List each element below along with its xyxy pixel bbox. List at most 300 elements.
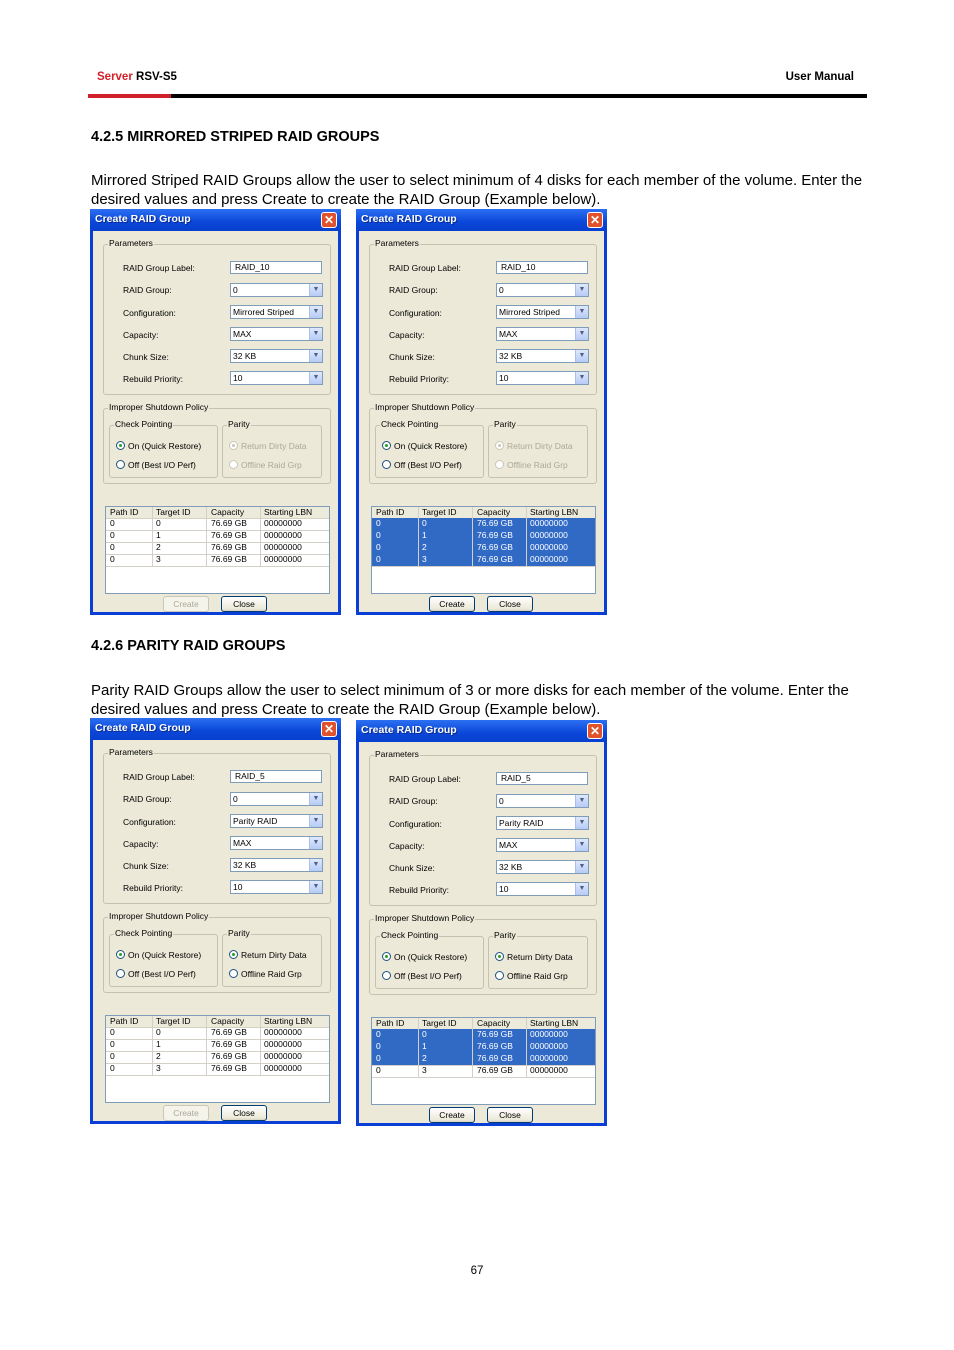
cell-path-id: 0 bbox=[110, 554, 115, 564]
configuration-select[interactable] bbox=[230, 305, 323, 319]
header-rule-accent bbox=[88, 94, 171, 98]
section-body: Parity RAID Groups allow the user to select minimum of 3 or more disks for each member of the volume. Enter the desired values and press Create to create the RAID Group (Example below). bbox=[91, 682, 849, 718]
parameters-group bbox=[369, 238, 597, 395]
cell-starting-lbn: 00000000 bbox=[530, 530, 568, 540]
chevron-down-icon[interactable]: ▼ bbox=[575, 350, 588, 362]
rebuild-priority-value: 10 bbox=[233, 882, 243, 892]
capacity-select[interactable] bbox=[496, 838, 589, 852]
raid-group-value: 0 bbox=[499, 796, 504, 806]
checkpoint-off-radio[interactable] bbox=[382, 971, 462, 981]
section-body: Mirrored Striped RAID Groups allow the user to select minimum of 4 disks for each member of the volume. Enter the desired values and press Create to create the RAID Group (Example below). bbox=[91, 172, 863, 208]
cell-capacity: 76.69 GB bbox=[211, 1027, 247, 1037]
raid-group-label: RAID Group: bbox=[123, 285, 172, 295]
column-header-starting-lbn[interactable]: Starting LBN bbox=[530, 507, 579, 517]
dialog-body bbox=[359, 231, 604, 612]
parity-offline-label: Offline Raid Grp bbox=[241, 460, 302, 470]
title-bar[interactable] bbox=[356, 209, 607, 231]
capacity-select[interactable] bbox=[496, 327, 589, 341]
dialog-body bbox=[359, 742, 604, 1123]
parameters-group bbox=[103, 238, 331, 395]
chevron-down-icon[interactable]: ▼ bbox=[309, 793, 322, 805]
chunk-size-select[interactable] bbox=[230, 349, 323, 363]
capacity-select[interactable] bbox=[230, 327, 323, 341]
page-number: 67 bbox=[470, 1265, 484, 1277]
raid-group-label-input[interactable]: RAID_10 bbox=[496, 261, 588, 274]
cell-path-id: 0 bbox=[376, 542, 381, 552]
chevron-down-icon[interactable]: ▼ bbox=[575, 817, 588, 829]
check-pointing-legend: Check Pointing bbox=[115, 419, 173, 429]
table-row[interactable] bbox=[106, 554, 329, 567]
cell-capacity: 76.69 GB bbox=[211, 1051, 247, 1061]
chevron-down-icon[interactable]: ▼ bbox=[309, 837, 322, 849]
column-header-starting-lbn[interactable]: Starting LBN bbox=[264, 507, 313, 517]
raid-group-select[interactable] bbox=[496, 283, 589, 297]
radio-empty-icon bbox=[382, 460, 391, 469]
create-button[interactable]: Create bbox=[429, 596, 475, 612]
cell-target-id: 1 bbox=[422, 1041, 427, 1051]
column-divider bbox=[472, 507, 473, 566]
chevron-down-icon[interactable]: ▼ bbox=[575, 284, 588, 296]
configuration-select[interactable] bbox=[496, 816, 589, 830]
title-bar[interactable] bbox=[356, 720, 607, 742]
cell-capacity: 76.69 GB bbox=[477, 1029, 513, 1039]
parity-legend: Parity bbox=[228, 928, 250, 938]
shutdown-policy-group bbox=[103, 911, 331, 993]
rebuild-priority-select[interactable] bbox=[496, 371, 589, 385]
raid-group-select[interactable] bbox=[230, 792, 323, 806]
parity-return-dirty-radio[interactable] bbox=[495, 441, 573, 451]
radio-empty-icon bbox=[229, 460, 238, 469]
parity-legend: Parity bbox=[494, 419, 516, 429]
rebuild-priority-select[interactable] bbox=[496, 882, 589, 896]
checkpoint-off-radio[interactable] bbox=[382, 460, 462, 470]
cell-path-id: 0 bbox=[376, 1053, 381, 1063]
column-divider bbox=[526, 1018, 527, 1077]
parity-return-dirty-label: Return Dirty Data bbox=[507, 952, 573, 962]
raid-group-select[interactable] bbox=[496, 794, 589, 808]
table-row[interactable] bbox=[106, 1063, 329, 1076]
cell-target-id: 1 bbox=[156, 1039, 161, 1049]
column-header-target-id[interactable]: Target ID bbox=[156, 507, 191, 517]
capacity-label: Capacity: bbox=[389, 330, 425, 340]
rebuild-priority-label: Rebuild Priority: bbox=[389, 885, 449, 895]
raid-group-label-label: RAID Group Label: bbox=[123, 772, 195, 782]
chunk-size-value: 32 KB bbox=[499, 351, 523, 361]
parity-legend: Parity bbox=[494, 930, 516, 940]
cell-starting-lbn: 00000000 bbox=[264, 1027, 302, 1037]
parameters-legend: Parameters bbox=[109, 747, 153, 757]
column-header-path-id[interactable]: Path ID bbox=[376, 1018, 405, 1028]
parameters-group bbox=[369, 749, 597, 906]
cell-path-id: 0 bbox=[110, 1027, 115, 1037]
chunk-size-value: 32 KB bbox=[233, 860, 257, 870]
close-button[interactable]: Close bbox=[221, 596, 267, 612]
chunk-size-label: Chunk Size: bbox=[123, 861, 169, 871]
cell-target-id: 0 bbox=[422, 1029, 427, 1039]
parity-return-dirty-radio[interactable] bbox=[495, 952, 573, 962]
raid-group-select[interactable] bbox=[230, 283, 323, 297]
close-icon[interactable]: ✕ bbox=[587, 212, 603, 228]
cell-path-id: 0 bbox=[376, 554, 381, 564]
create-raid-group-dialog bbox=[356, 720, 607, 1126]
dialog-title: Create RAID Group bbox=[361, 724, 457, 736]
cell-starting-lbn: 00000000 bbox=[530, 1065, 568, 1075]
radio-selected-icon bbox=[116, 441, 125, 450]
cell-target-id: 3 bbox=[422, 1065, 427, 1075]
parity-return-dirty-radio[interactable] bbox=[229, 441, 307, 451]
parity-return-dirty-label: Return Dirty Data bbox=[241, 950, 307, 960]
dialog-body bbox=[93, 231, 338, 612]
cell-starting-lbn: 00000000 bbox=[264, 1039, 302, 1049]
chunk-size-select[interactable] bbox=[496, 860, 589, 874]
raid-group-label-label: RAID Group Label: bbox=[389, 263, 461, 273]
column-header-target-id[interactable]: Target ID bbox=[156, 1016, 191, 1026]
cell-capacity: 76.69 GB bbox=[211, 554, 247, 564]
cell-target-id: 3 bbox=[156, 554, 161, 564]
chevron-down-icon[interactable]: ▼ bbox=[309, 350, 322, 362]
cell-capacity: 76.69 GB bbox=[477, 530, 513, 540]
column-divider bbox=[418, 1018, 419, 1077]
table-row[interactable] bbox=[372, 554, 595, 567]
cell-path-id: 0 bbox=[376, 1041, 381, 1051]
header-rule bbox=[88, 94, 867, 98]
column-divider bbox=[418, 507, 419, 566]
configuration-value: Parity RAID bbox=[499, 818, 544, 828]
parameters-legend: Parameters bbox=[375, 238, 419, 248]
checkpoint-off-label: Off (Best I/O Perf) bbox=[128, 969, 196, 979]
shutdown-policy-legend: Improper Shutdown Policy bbox=[375, 402, 475, 412]
cell-capacity: 76.69 GB bbox=[477, 554, 513, 564]
dialog-title: Create RAID Group bbox=[95, 213, 191, 225]
configuration-label: Configuration: bbox=[389, 819, 442, 829]
chunk-size-label: Chunk Size: bbox=[389, 863, 435, 873]
radio-empty-icon bbox=[116, 969, 125, 978]
close-icon[interactable]: ✕ bbox=[321, 721, 337, 737]
cell-capacity: 76.69 GB bbox=[477, 542, 513, 552]
radio-empty-icon bbox=[229, 969, 238, 978]
parity-offline-radio[interactable] bbox=[495, 460, 568, 470]
chevron-down-icon[interactable]: ▼ bbox=[575, 372, 588, 384]
shutdown-policy-group bbox=[103, 402, 331, 484]
chevron-down-icon[interactable]: ▼ bbox=[309, 284, 322, 296]
shutdown-policy-group bbox=[369, 402, 597, 484]
close-button[interactable]: Close bbox=[487, 596, 533, 612]
header-brand: Server bbox=[97, 71, 133, 83]
checkpoint-on-label: On (Quick Restore) bbox=[128, 950, 202, 960]
chevron-down-icon[interactable]: ▼ bbox=[575, 883, 588, 895]
column-header-capacity[interactable]: Capacity bbox=[211, 507, 245, 517]
checkpoint-on-radio[interactable] bbox=[116, 950, 201, 960]
parity-return-dirty-label: Return Dirty Data bbox=[507, 441, 573, 451]
chevron-down-icon[interactable]: ▼ bbox=[309, 815, 322, 827]
close-button[interactable]: Close bbox=[221, 1105, 267, 1121]
cell-capacity: 76.69 GB bbox=[477, 1041, 513, 1051]
parity-return-dirty-radio[interactable] bbox=[229, 950, 307, 960]
parity-offline-label: Offline Raid Grp bbox=[507, 460, 568, 470]
raid-group-value: 0 bbox=[233, 794, 238, 804]
radio-selected-icon bbox=[495, 441, 504, 450]
radio-empty-icon bbox=[495, 460, 504, 469]
checkpoint-on-label: On (Quick Restore) bbox=[128, 441, 202, 451]
chunk-size-label: Chunk Size: bbox=[389, 352, 435, 362]
raid-group-label-label: RAID Group Label: bbox=[123, 263, 195, 273]
cell-target-id: 2 bbox=[156, 1051, 161, 1061]
cell-starting-lbn: 00000000 bbox=[530, 518, 568, 528]
cell-starting-lbn: 00000000 bbox=[264, 1051, 302, 1061]
column-header-starting-lbn[interactable]: Starting LBN bbox=[530, 1018, 579, 1028]
cell-target-id: 3 bbox=[422, 554, 427, 564]
cell-capacity: 76.69 GB bbox=[211, 1039, 247, 1049]
raid-group-label: RAID Group: bbox=[123, 794, 172, 804]
raid-group-value: 0 bbox=[499, 285, 504, 295]
header-manual: User Manual bbox=[785, 71, 854, 83]
check-pointing-group bbox=[375, 419, 484, 478]
cell-capacity: 76.69 GB bbox=[211, 1063, 247, 1073]
cell-starting-lbn: 00000000 bbox=[264, 518, 302, 528]
checkpoint-on-radio[interactable] bbox=[382, 952, 467, 962]
rebuild-priority-select[interactable] bbox=[230, 371, 323, 385]
capacity-value: MAX bbox=[499, 329, 518, 339]
column-divider bbox=[526, 507, 527, 566]
parameters-legend: Parameters bbox=[109, 238, 153, 248]
configuration-select[interactable] bbox=[230, 814, 323, 828]
cell-starting-lbn: 00000000 bbox=[530, 554, 568, 564]
section-title: 4.2.5 MIRRORED STRIPED RAID GROUPS bbox=[91, 129, 380, 145]
check-pointing-legend: Check Pointing bbox=[381, 419, 439, 429]
radio-empty-icon bbox=[495, 971, 504, 980]
column-header-path-id[interactable]: Path ID bbox=[110, 1016, 139, 1026]
disk-table[interactable] bbox=[371, 506, 596, 594]
close-icon[interactable]: ✕ bbox=[321, 212, 337, 228]
cell-path-id: 0 bbox=[110, 1063, 115, 1073]
header-model: RSV-S5 bbox=[136, 71, 177, 83]
rebuild-priority-value: 10 bbox=[499, 373, 509, 383]
raid-group-value: 0 bbox=[233, 285, 238, 295]
cell-capacity: 76.69 GB bbox=[211, 518, 247, 528]
capacity-value: MAX bbox=[233, 329, 252, 339]
cell-target-id: 0 bbox=[422, 518, 427, 528]
cell-starting-lbn: 00000000 bbox=[530, 1029, 568, 1039]
checkpoint-off-radio[interactable] bbox=[116, 969, 196, 979]
raid-group-label: RAID Group: bbox=[389, 796, 438, 806]
chevron-down-icon[interactable]: ▼ bbox=[309, 881, 322, 893]
column-divider bbox=[260, 507, 261, 566]
cell-starting-lbn: 00000000 bbox=[530, 1041, 568, 1051]
configuration-label: Configuration: bbox=[123, 817, 176, 827]
parity-offline-label: Offline Raid Grp bbox=[241, 969, 302, 979]
dialog-body bbox=[93, 740, 338, 1121]
radio-selected-icon bbox=[229, 441, 238, 450]
column-header-starting-lbn[interactable]: Starting LBN bbox=[264, 1016, 313, 1026]
column-header-target-id[interactable]: Target ID bbox=[422, 507, 457, 517]
capacity-label: Capacity: bbox=[123, 839, 159, 849]
checkpoint-off-radio[interactable] bbox=[116, 460, 196, 470]
cell-path-id: 0 bbox=[110, 1039, 115, 1049]
parity-group bbox=[488, 419, 588, 478]
close-button[interactable]: Close bbox=[487, 1107, 533, 1123]
parameters-group bbox=[103, 747, 331, 904]
create-button[interactable]: Create bbox=[163, 596, 209, 612]
column-header-capacity[interactable]: Capacity bbox=[211, 1016, 245, 1026]
cell-target-id: 2 bbox=[422, 1053, 427, 1063]
cell-capacity: 76.69 GB bbox=[211, 530, 247, 540]
create-button[interactable]: Create bbox=[429, 1107, 475, 1123]
cell-target-id: 2 bbox=[422, 542, 427, 552]
chevron-down-icon[interactable]: ▼ bbox=[575, 795, 588, 807]
column-divider bbox=[260, 1016, 261, 1075]
create-raid-group-dialog bbox=[356, 209, 607, 615]
radio-selected-icon bbox=[229, 950, 238, 959]
chunk-size-select[interactable] bbox=[496, 349, 589, 363]
parity-offline-radio[interactable] bbox=[229, 969, 302, 979]
chevron-down-icon[interactable]: ▼ bbox=[575, 861, 588, 873]
disk-table[interactable] bbox=[105, 506, 330, 594]
checkpoint-on-label: On (Quick Restore) bbox=[394, 952, 468, 962]
chevron-down-icon[interactable]: ▼ bbox=[309, 859, 322, 871]
cell-capacity: 76.69 GB bbox=[211, 542, 247, 552]
cell-capacity: 76.69 GB bbox=[477, 1065, 513, 1075]
dialog-title: Create RAID Group bbox=[361, 213, 457, 225]
column-header-path-id[interactable]: Path ID bbox=[376, 507, 405, 517]
section-title: 4.2.6 PARITY RAID GROUPS bbox=[91, 638, 286, 654]
cell-path-id: 0 bbox=[110, 1051, 115, 1061]
column-header-capacity[interactable]: Capacity bbox=[477, 507, 511, 517]
chevron-down-icon[interactable]: ▼ bbox=[309, 306, 322, 318]
parity-group bbox=[488, 930, 588, 989]
chevron-down-icon[interactable]: ▼ bbox=[309, 328, 322, 340]
rebuild-priority-select[interactable] bbox=[230, 880, 323, 894]
column-divider bbox=[206, 1016, 207, 1075]
column-header-path-id[interactable]: Path ID bbox=[110, 507, 139, 517]
radio-selected-icon bbox=[116, 950, 125, 959]
cell-starting-lbn: 00000000 bbox=[264, 1063, 302, 1073]
checkpoint-off-label: Off (Best I/O Perf) bbox=[128, 460, 196, 470]
radio-selected-icon bbox=[382, 952, 391, 961]
header-product bbox=[97, 71, 177, 83]
parity-group bbox=[222, 928, 322, 987]
close-icon[interactable]: ✕ bbox=[587, 723, 603, 739]
rebuild-priority-label: Rebuild Priority: bbox=[389, 374, 449, 384]
capacity-value: MAX bbox=[499, 840, 518, 850]
radio-empty-icon bbox=[382, 971, 391, 980]
capacity-value: MAX bbox=[233, 838, 252, 848]
cell-path-id: 0 bbox=[376, 1065, 381, 1075]
disk-table[interactable] bbox=[105, 1015, 330, 1103]
chevron-down-icon[interactable]: ▼ bbox=[575, 328, 588, 340]
configuration-value: Mirrored Striped bbox=[499, 307, 560, 317]
chunk-size-value: 32 KB bbox=[499, 862, 523, 872]
column-header-target-id[interactable]: Target ID bbox=[422, 1018, 457, 1028]
chunk-size-select[interactable] bbox=[230, 858, 323, 872]
raid-group-label-label: RAID Group Label: bbox=[389, 774, 461, 784]
shutdown-policy-legend: Improper Shutdown Policy bbox=[109, 911, 209, 921]
raid-group-label: RAID Group: bbox=[389, 285, 438, 295]
raid-group-label-input[interactable]: RAID_5 bbox=[496, 772, 588, 785]
configuration-label: Configuration: bbox=[123, 308, 176, 318]
cell-target-id: 0 bbox=[156, 518, 161, 528]
cell-capacity: 76.69 GB bbox=[477, 1053, 513, 1063]
configuration-value: Mirrored Striped bbox=[233, 307, 294, 317]
column-divider bbox=[472, 1018, 473, 1077]
disk-table[interactable] bbox=[371, 1017, 596, 1105]
chunk-size-value: 32 KB bbox=[233, 351, 257, 361]
capacity-label: Capacity: bbox=[389, 841, 425, 851]
column-divider bbox=[206, 507, 207, 566]
radio-selected-icon bbox=[495, 952, 504, 961]
parity-return-dirty-label: Return Dirty Data bbox=[241, 441, 307, 451]
raid-group-label-input[interactable]: RAID_10 bbox=[230, 261, 322, 274]
check-pointing-group bbox=[375, 930, 484, 989]
title-bar[interactable] bbox=[90, 718, 341, 740]
chevron-down-icon[interactable]: ▼ bbox=[575, 839, 588, 851]
parity-offline-radio[interactable] bbox=[229, 460, 302, 470]
column-header-capacity[interactable]: Capacity bbox=[477, 1018, 511, 1028]
chevron-down-icon[interactable]: ▼ bbox=[309, 372, 322, 384]
create-button[interactable]: Create bbox=[163, 1105, 209, 1121]
table-row[interactable] bbox=[372, 1065, 595, 1078]
check-pointing-group bbox=[109, 419, 218, 478]
parity-group bbox=[222, 419, 322, 478]
parity-offline-radio[interactable] bbox=[495, 971, 568, 981]
create-raid-group-dialog bbox=[90, 718, 341, 1124]
cell-target-id: 1 bbox=[156, 530, 161, 540]
parameters-legend: Parameters bbox=[375, 749, 419, 759]
rebuild-priority-value: 10 bbox=[499, 884, 509, 894]
rebuild-priority-label: Rebuild Priority: bbox=[123, 883, 183, 893]
cell-target-id: 1 bbox=[422, 530, 427, 540]
capacity-label: Capacity: bbox=[123, 330, 159, 340]
radio-empty-icon bbox=[116, 460, 125, 469]
cell-path-id: 0 bbox=[110, 542, 115, 552]
cell-starting-lbn: 00000000 bbox=[264, 542, 302, 552]
check-pointing-legend: Check Pointing bbox=[381, 930, 439, 940]
check-pointing-group bbox=[109, 928, 218, 987]
parity-legend: Parity bbox=[228, 419, 250, 429]
radio-selected-icon bbox=[382, 441, 391, 450]
configuration-value: Parity RAID bbox=[233, 816, 278, 826]
shutdown-policy-group bbox=[369, 913, 597, 995]
shutdown-policy-legend: Improper Shutdown Policy bbox=[375, 913, 475, 923]
configuration-label: Configuration: bbox=[389, 308, 442, 318]
parity-offline-label: Offline Raid Grp bbox=[507, 971, 568, 981]
create-raid-group-dialog bbox=[90, 209, 341, 615]
cell-capacity: 76.69 GB bbox=[477, 518, 513, 528]
rebuild-priority-label: Rebuild Priority: bbox=[123, 374, 183, 384]
chevron-down-icon[interactable]: ▼ bbox=[575, 306, 588, 318]
rebuild-priority-value: 10 bbox=[233, 373, 243, 383]
cell-path-id: 0 bbox=[376, 530, 381, 540]
check-pointing-legend: Check Pointing bbox=[115, 928, 173, 938]
cell-target-id: 2 bbox=[156, 542, 161, 552]
shutdown-policy-legend: Improper Shutdown Policy bbox=[109, 402, 209, 412]
cell-starting-lbn: 00000000 bbox=[264, 530, 302, 540]
cell-target-id: 0 bbox=[156, 1027, 161, 1037]
checkpoint-on-radio[interactable] bbox=[382, 441, 467, 451]
dialog-title: Create RAID Group bbox=[95, 722, 191, 734]
cell-starting-lbn: 00000000 bbox=[530, 1053, 568, 1063]
column-divider bbox=[152, 1016, 153, 1075]
column-divider bbox=[152, 507, 153, 566]
checkpoint-off-label: Off (Best I/O Perf) bbox=[394, 460, 462, 470]
cell-starting-lbn: 00000000 bbox=[530, 542, 568, 552]
raid-group-label-input[interactable]: RAID_5 bbox=[230, 770, 322, 783]
capacity-select[interactable] bbox=[230, 836, 323, 850]
title-bar[interactable] bbox=[90, 209, 341, 231]
cell-path-id: 0 bbox=[110, 518, 115, 528]
configuration-select[interactable] bbox=[496, 305, 589, 319]
checkpoint-on-radio[interactable] bbox=[116, 441, 201, 451]
cell-path-id: 0 bbox=[110, 530, 115, 540]
